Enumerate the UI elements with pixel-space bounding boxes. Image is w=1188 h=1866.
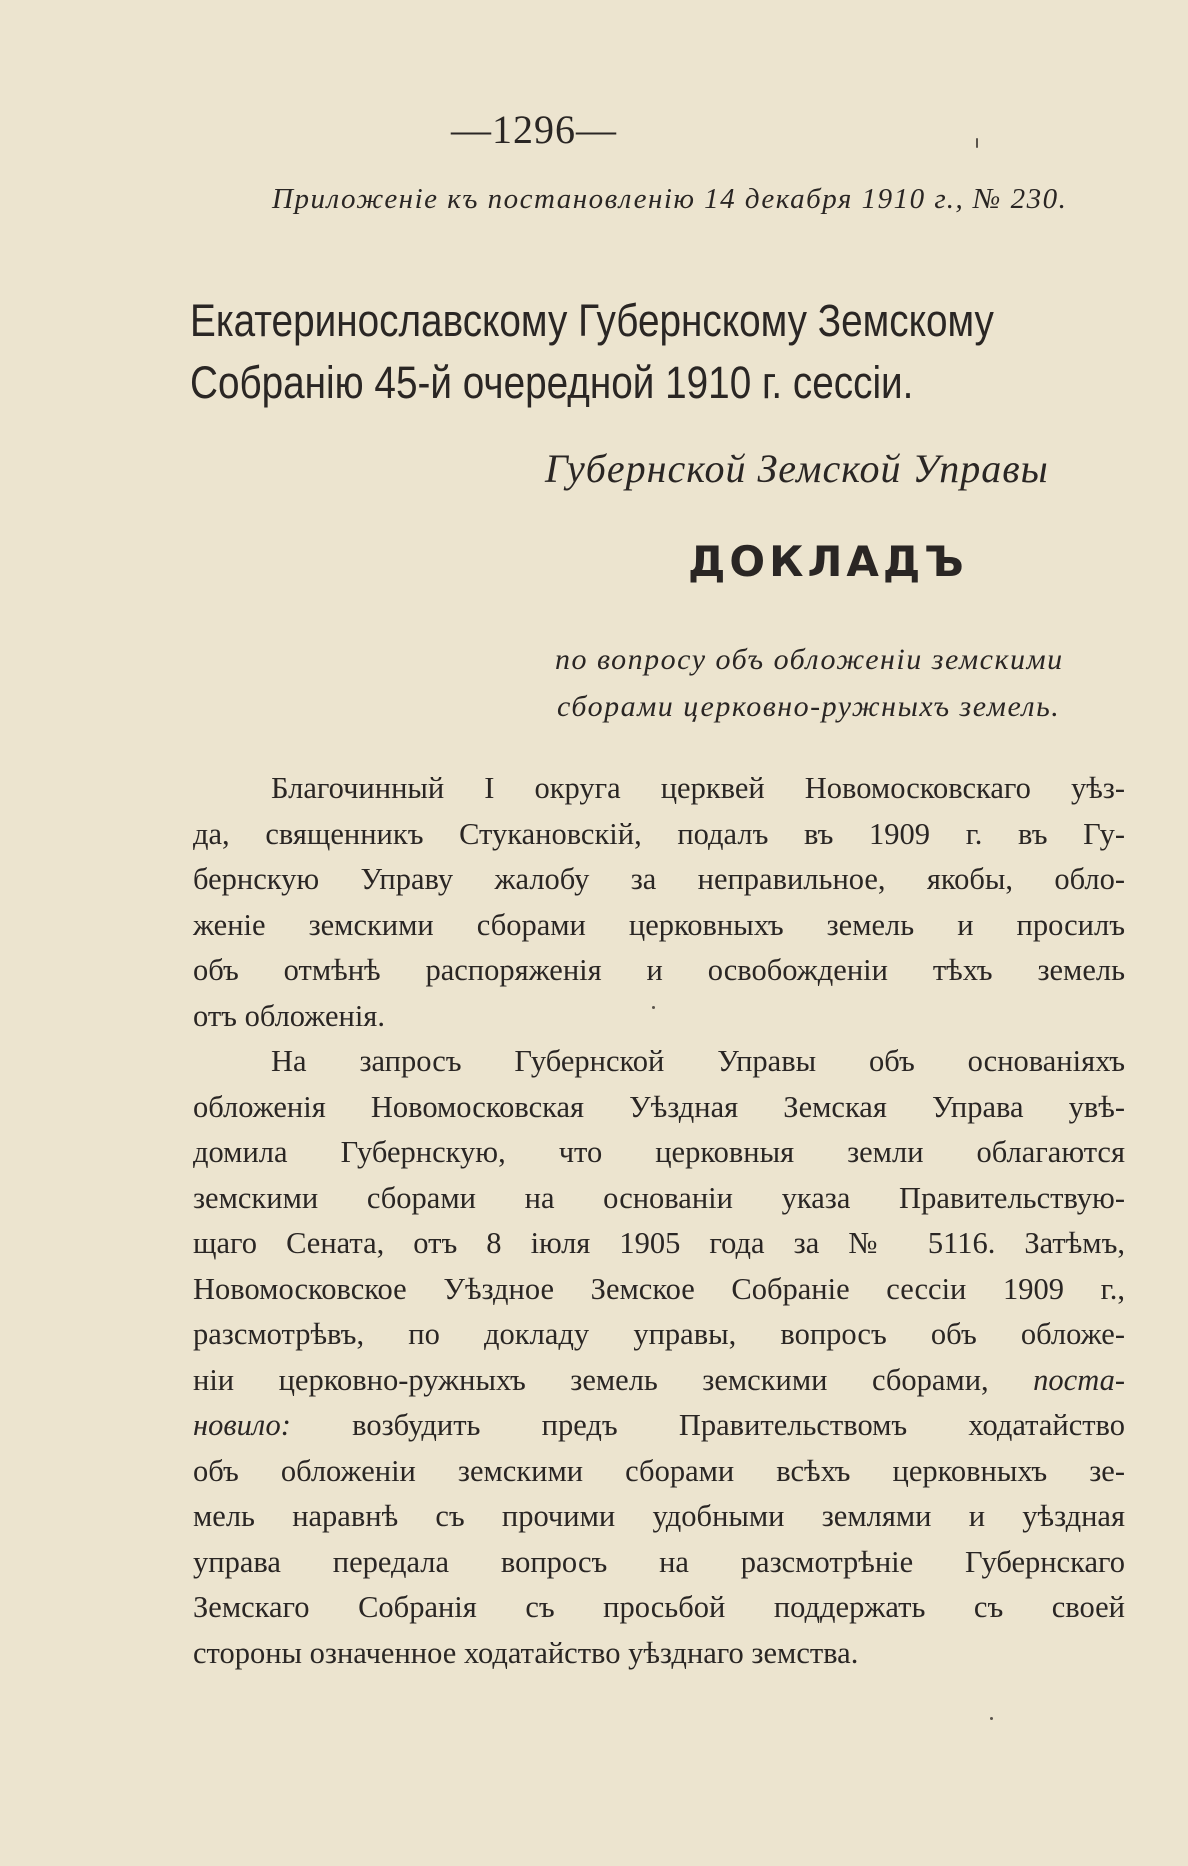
appendix-note: Приложеніе къ постановленію 14 декабря 1910 г., № 230. <box>272 183 1068 215</box>
paragraph-2-line: стороны означенное ходатайство уѣзднаго земства. <box>193 1635 859 1670</box>
paragraph-2-line-text: ніи церковно-ружныхъ земель земскими сборами, <box>193 1362 989 1397</box>
paragraph-2-line <box>193 1358 1125 1404</box>
paragraph-2-line-text: возбудить предъ Правительствомъ ходатайство <box>352 1408 1125 1442</box>
paragraph-2-line <box>193 1403 1125 1449</box>
paragraph-2-line: управа передала вопросъ на разсмотрѣніе Губернскаго <box>193 1544 1125 1579</box>
paragraph-2-line: Земскаго Собранія съ просьбой поддержать съ своей <box>193 1590 1125 1624</box>
paper-speck <box>976 138 978 148</box>
paragraph-2-line: На запросъ Губернской Управы объ основаніяхъ <box>271 1044 1125 1078</box>
paragraph-2-line: объ обложеніи земскими сборами всѣхъ церковныхъ зе- <box>193 1453 1125 1488</box>
paper-speck <box>652 1006 655 1009</box>
document-title <box>190 290 998 414</box>
italic-emphasis: поста- <box>1033 1362 1126 1397</box>
paper-speck <box>990 1717 993 1720</box>
paragraph-2-line: Новомосковское Уѣздное Земское Собраніе сессіи 1909 г., <box>193 1271 1125 1306</box>
report-subject <box>555 636 1064 730</box>
paragraph-1-line: объ отмѣнѣ распоряженія и освобожденіи тѣхъ земель <box>193 953 1125 987</box>
paragraph-1-line: бернскую Управу жалобу за неправильное, якобы, обло- <box>193 862 1125 896</box>
paragraph-2-line: мель наравнѣ съ прочими удобными землями и уѣздная <box>193 1499 1125 1533</box>
title-line-2: Собранію 45-й очередной 1910 г. сессіи. <box>190 357 914 408</box>
paragraph-1-line: отъ обложенія. <box>193 998 385 1033</box>
title-line-1: Екатеринославскому Губернскому Земскому <box>190 295 994 346</box>
paragraph-1-line: женіе земскими сборами церковныхъ земель и просилъ <box>193 907 1125 942</box>
paragraph-2-line: земскими сборами на основаніи указа Правительствую- <box>193 1180 1125 1215</box>
subject-line-2: сборами церковно-ружныхъ земель. <box>557 690 1061 723</box>
issuer-line: Губернской Земской Управы <box>545 446 1049 491</box>
page-number: —1296— <box>451 107 617 152</box>
italic-emphasis: новило: <box>193 1408 291 1442</box>
paragraph-2-line: обложенія Новомосковская Уѣздная Земская Управа увѣ- <box>193 1089 1125 1124</box>
paragraph-1-line: Благочинный I округа церквей Новомосковскаго уѣз- <box>271 771 1125 805</box>
report-body <box>193 766 1125 1676</box>
report-heading: ДОКЛАДЪ <box>688 537 968 586</box>
paragraph-2-line: разсмотрѣвъ, по докладу управы, вопросъ объ обложе- <box>193 1317 1125 1351</box>
paragraph-2-line: домила Губернскую, что церковныя земли облагаются <box>193 1135 1125 1169</box>
paragraph-1-line: да, священникъ Стукановскій, подалъ въ 1909 г. въ Гу- <box>193 816 1125 851</box>
subject-line-1: по вопросу объ обложеніи земскими <box>555 643 1064 676</box>
paragraph-2-line: щаго Сената, отъ 8 іюля 1905 года за № 5116. Затѣмъ, <box>193 1226 1125 1260</box>
